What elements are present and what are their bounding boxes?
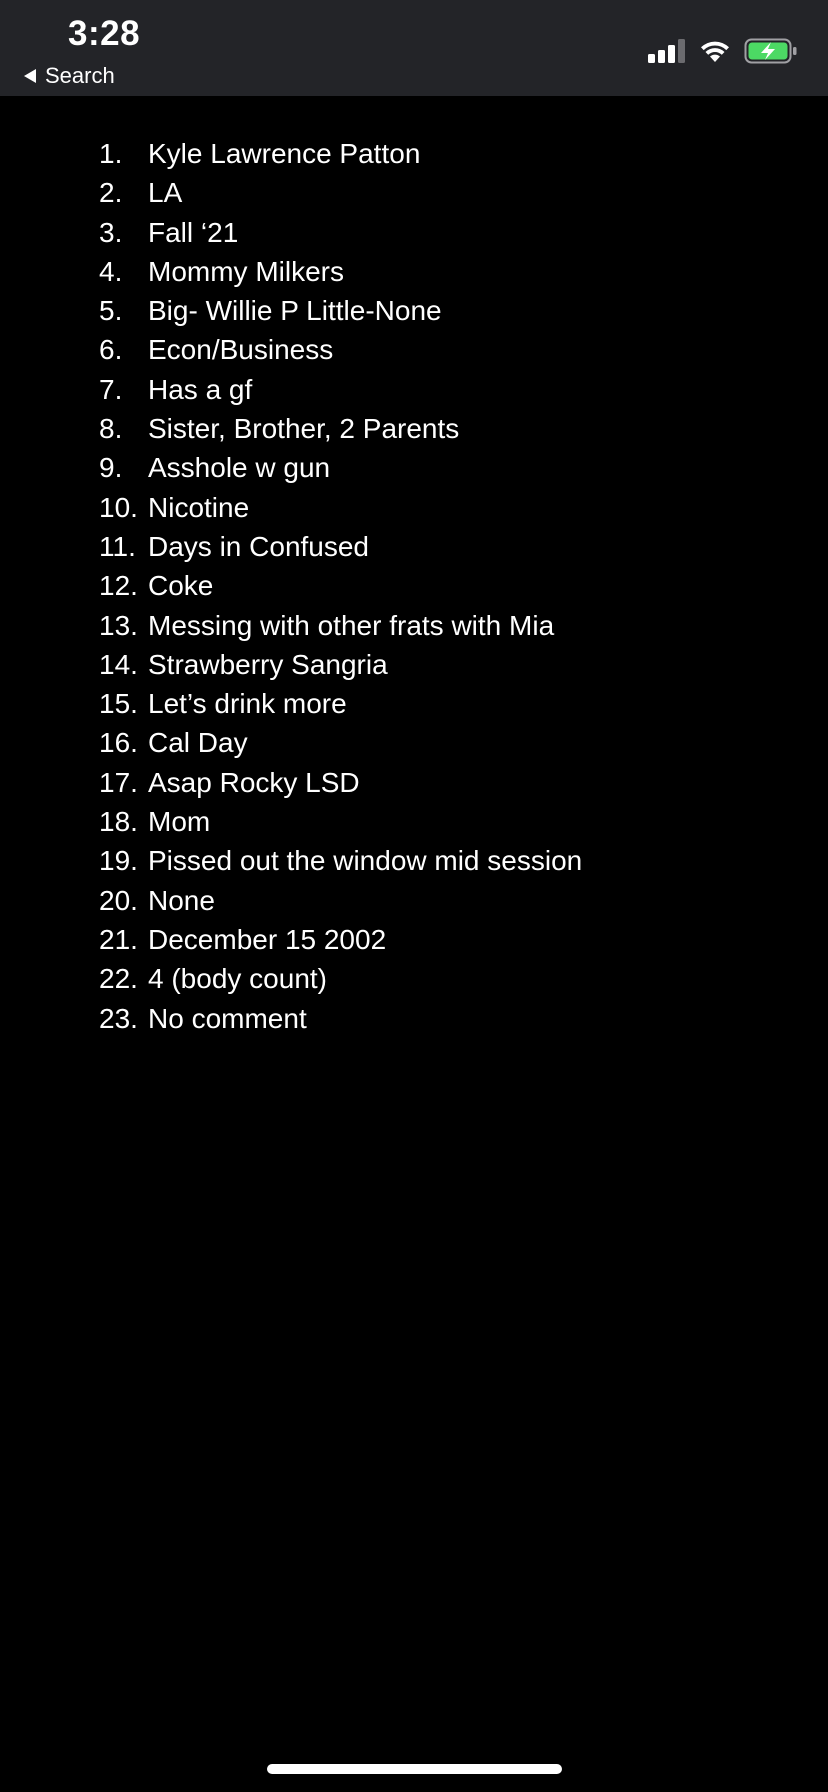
list-item — [0, 959, 828, 998]
list-item-number: 14. — [99, 648, 138, 680]
list-item-text: Pissed out the window mid session — [148, 845, 583, 877]
back-arrow-icon — [24, 69, 36, 83]
list-item-number: 10. — [99, 491, 138, 523]
battery-charging-icon — [744, 38, 798, 64]
note-content — [0, 134, 828, 1038]
list-item — [0, 488, 828, 527]
list-item-number: 6. — [99, 334, 123, 366]
list-item — [0, 370, 828, 409]
list-item-text: None — [148, 884, 215, 916]
list-item — [0, 409, 828, 448]
list-item-text: LA — [148, 177, 183, 209]
list-item-text: December 15 2002 — [148, 923, 387, 955]
home-indicator[interactable] — [267, 1764, 562, 1774]
list-item-number: 19. — [99, 845, 138, 877]
list-item-number: 1. — [99, 138, 123, 169]
list-item-number: 16. — [99, 727, 138, 759]
list-item-text: Fall ‘21 — [148, 216, 239, 248]
list-item-number: 15. — [99, 688, 138, 720]
list-item-text: Asshole w gun — [148, 452, 331, 484]
list-item-number: 17. — [99, 766, 138, 798]
list-item-text: Mom — [148, 806, 211, 838]
list-item-number: 13. — [99, 609, 138, 641]
list-item — [0, 841, 828, 880]
list-item-number: 20. — [99, 884, 138, 916]
list-item-number: 23. — [99, 1002, 138, 1034]
list-item-number: 18. — [99, 806, 138, 838]
list-item-text: Coke — [148, 570, 214, 602]
list-item-text: Days in Confused — [148, 530, 370, 562]
list-item — [0, 252, 828, 291]
list-item — [0, 291, 828, 330]
list-item — [0, 527, 828, 566]
status-icons — [648, 36, 798, 66]
list-item-number: 5. — [99, 295, 123, 327]
list-item-text: Econ/Business — [148, 334, 334, 366]
list-item-number: 4. — [99, 255, 123, 287]
list-item-text: Messing with other frats with Mia — [148, 609, 555, 641]
list-item — [0, 920, 828, 959]
list-item-text: Cal Day — [148, 727, 248, 759]
list-item — [0, 723, 828, 762]
list-item — [0, 763, 828, 802]
list-item-number: 11. — [99, 530, 136, 562]
list-item-number: 22. — [99, 963, 138, 995]
list-item — [0, 213, 828, 252]
status-time: 3:28 — [68, 14, 141, 53]
list-item — [0, 999, 828, 1038]
list-item — [0, 645, 828, 684]
cellular-signal-icon — [648, 39, 686, 63]
list-item-text: 4 (body count) — [148, 963, 327, 995]
status-bar — [0, 0, 828, 96]
list-item — [0, 173, 828, 212]
list-item-text: Mommy Milkers — [148, 255, 344, 287]
list-item — [0, 566, 828, 605]
list-item-text: No comment — [148, 1002, 307, 1034]
list-item — [0, 881, 828, 920]
list-item-number: 2. — [99, 177, 123, 209]
list-item-text: Kyle Lawrence Patton — [148, 138, 421, 169]
list-item-number: 9. — [99, 452, 123, 484]
list-item-text: Sister, Brother, 2 Parents — [148, 413, 460, 445]
list-item — [0, 134, 828, 173]
list-item-text: Has a gf — [148, 373, 253, 405]
list-item-number: 8. — [99, 413, 123, 445]
list-item — [0, 802, 828, 841]
numbered-list — [0, 134, 828, 1038]
list-item-text: Strawberry Sangria — [148, 648, 388, 680]
list-item — [0, 448, 828, 487]
list-item-text: Big- Willie P Little-None — [148, 295, 442, 327]
list-item-text: Asap Rocky LSD — [148, 766, 360, 798]
list-item-number: 3. — [99, 216, 123, 248]
list-item — [0, 684, 828, 723]
wifi-icon — [698, 38, 732, 64]
list-item-text: Let’s drink more — [148, 688, 347, 720]
list-item-number: 21. — [99, 923, 138, 955]
back-to-search-button[interactable] — [24, 62, 115, 90]
list-item — [0, 330, 828, 369]
list-item-number: 7. — [99, 373, 123, 405]
list-item-text: Nicotine — [148, 491, 250, 523]
list-item — [0, 606, 828, 645]
back-label: Search — [45, 63, 115, 88]
list-item-number: 12. — [99, 570, 138, 602]
